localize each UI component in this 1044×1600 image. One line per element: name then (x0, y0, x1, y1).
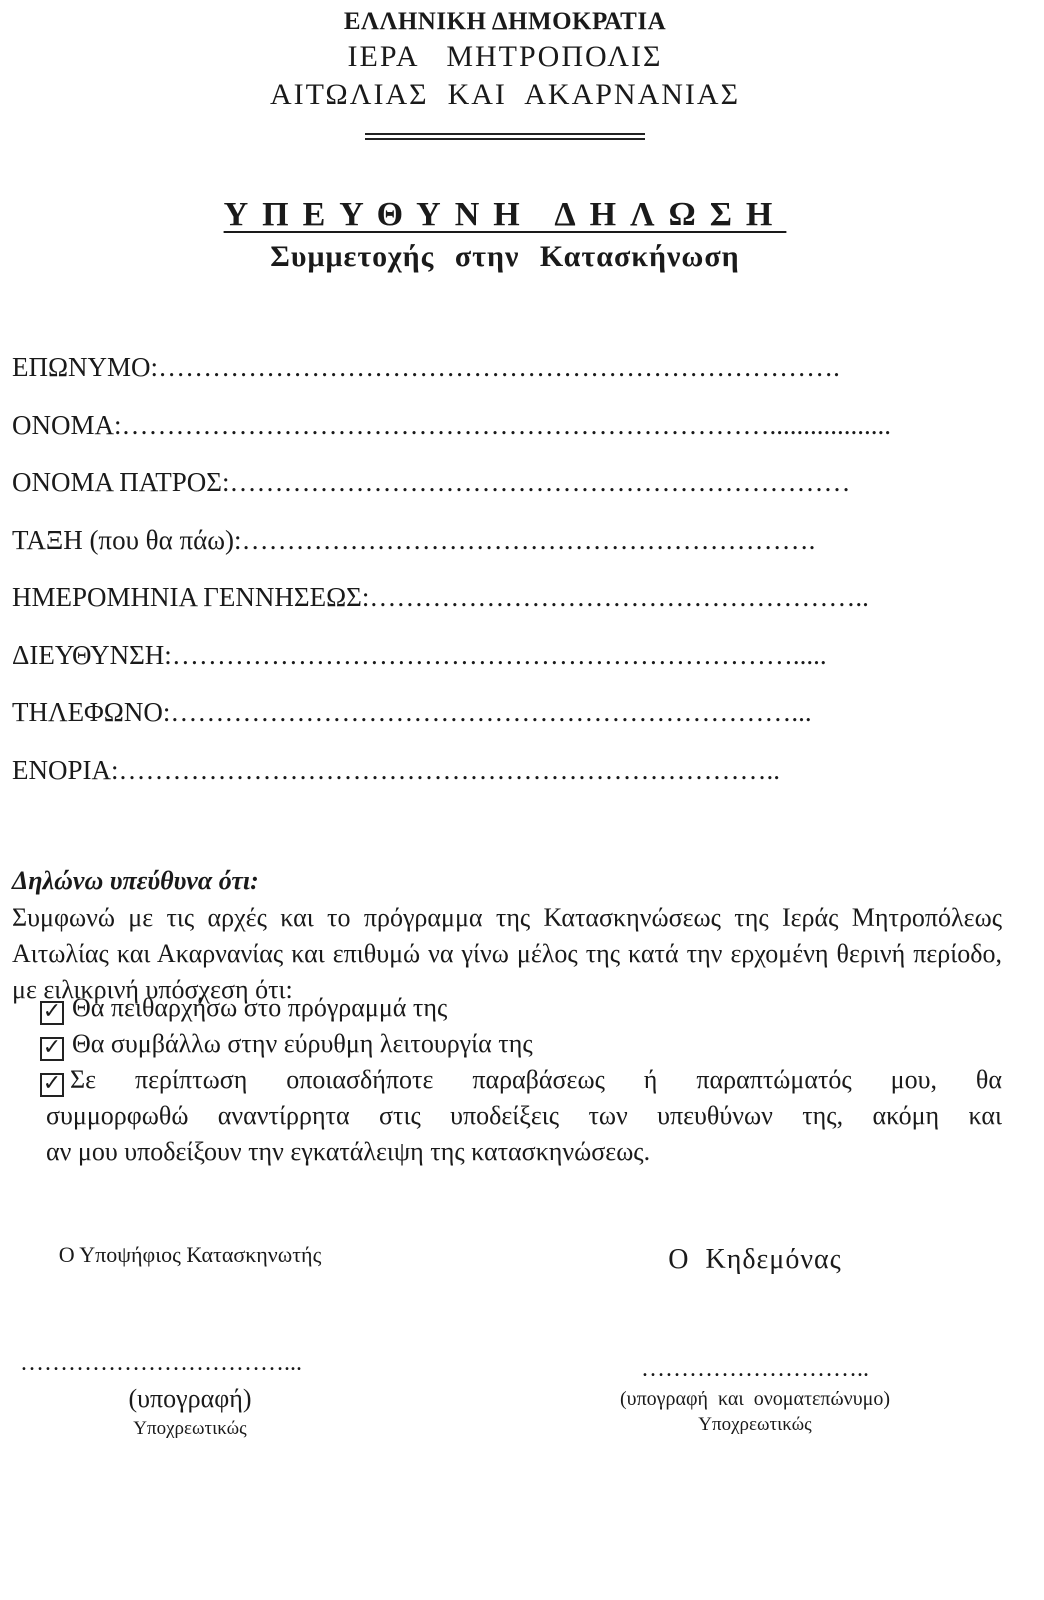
document-subtitle: Συμμετοχής στην Κατασκήνωση (270, 240, 740, 273)
declaration-body: Συμφωνώ με τις αρχές και το πρόγραμμα της Κατασκηνώσεως της Ιεράς Μητροπόλεως Αιτωλίας και Ακαρνανίας και επιθυμώ να γίνω μέλος της κατά την ερχομένη θερινή περίοδο, με ειλικρινή υπόσχεση ότι: (12, 903, 1002, 1004)
header-region: ΑΙΤΩΛΙΑΣ ΚΑΙ ΑΚΑΡΝΑΝΙΑΣ (269, 78, 741, 111)
field-dots: ……………………………………………….. (369, 582, 869, 612)
checklist-item-discipline (40, 990, 1002, 1026)
checklist-item-comply-continued: συμμορφωθώ αναντίρρητα στις υποδείξεις των υπευθύνων της, ακόμη και (46, 1101, 1002, 1130)
field-label: ΤΗΛΕΦΩΝΟ: (12, 697, 171, 727)
field-dots: ………………………………………………………. (241, 525, 816, 555)
signature-guardian-required: Υποχρεωτικώς (698, 1414, 812, 1435)
field-birth-date[interactable] (12, 582, 1002, 613)
signature-guardian-label: (υπογραφή και ονοματεπώνυμο) (620, 1388, 890, 1410)
checkbox-checked-icon[interactable]: ✓ (40, 1037, 64, 1061)
document-title (0, 196, 1010, 234)
signature-camper-title: Ο Υποψήφιος Κατασκηνωτής (58, 1242, 322, 1267)
field-grade[interactable] (12, 525, 1002, 556)
field-dots: ……………………………………………………………... (170, 697, 812, 727)
field-dots: ……………………………………………………………..... (171, 640, 827, 670)
field-address[interactable] (12, 640, 1002, 671)
field-dots: ……………………………………………………………….. (118, 755, 780, 785)
header-metropolis: ΙΕΡΑ ΜΗΤΡΟΠΟΛΙΣ (347, 40, 663, 73)
checklist-item-comply-end: αν μου υποδείξουν την εγκατάλειψη της κατασκηνώσεως. (46, 1137, 651, 1166)
checklist-item-comply-text: Σε περίπτωση οποιασδήποτε παραβάσεως ή παραπτώματός μου, θα (70, 1065, 1002, 1094)
field-dots: …………………………………………………………………. (158, 352, 840, 382)
field-label: ΟΝΟΜΑ: (12, 410, 122, 440)
checklist-item-text: Θα συμβάλλω στην εύρυθμη λειτουργία της (72, 1029, 533, 1058)
signature-camper-label: (υπογραφή) (128, 1384, 252, 1413)
field-label: ΗΜΕΡΟΜΗΝΙΑ ΓΕΝΝΗΣΕΩΣ: (12, 582, 370, 612)
checklist-item-contribute (40, 1026, 1002, 1062)
field-father-name[interactable] (12, 467, 1002, 498)
checklist-item-text: Θα πειθαρχήσω στο πρόγραμμά της (72, 993, 448, 1022)
checkbox-checked-icon[interactable]: ✓ (40, 1001, 64, 1025)
field-label: ΔΙΕΥΘΥΝΣΗ: (12, 640, 172, 670)
header-divider-bottom (365, 138, 645, 140)
field-phone[interactable] (12, 697, 1002, 728)
field-dots: ……………………………………………………………….................. (121, 410, 892, 440)
field-dots: …………………………………………………………… (229, 467, 851, 497)
signature-camper-required: Υποχρεωτικώς (133, 1418, 247, 1439)
checkbox-checked-icon[interactable]: ✓ (40, 1073, 64, 1097)
field-parish[interactable] (12, 755, 1002, 786)
field-label: ΕΝΟΡΙΑ: (12, 755, 119, 785)
field-label: ΕΠΩΝΥΜΟ: (12, 352, 159, 382)
declaration-heading: Δηλώνω υπεύθυνα ότι: (12, 866, 259, 895)
signature-camper-line[interactable]: ……………………………... (20, 1350, 302, 1376)
field-surname[interactable] (12, 352, 1002, 383)
field-label: ΟΝΟΜΑ ΠΑΤΡΟΣ: (12, 467, 230, 497)
checklist-item-comply-box (40, 1062, 70, 1098)
document-title-text: ΥΠΕΥΘΥΝΗ ΔΗΛΩΣΗ (223, 196, 787, 233)
header-country: ΕΛΛΗΝΙΚΗ ΔΗΜΟΚΡΑΤΙΑ (343, 8, 667, 35)
field-label: ΤΑΞΗ (που θα πάω): (12, 525, 242, 555)
field-first-name[interactable] (12, 410, 1002, 441)
header-divider-top (365, 133, 645, 135)
signature-guardian-line[interactable]: ……………………….. (641, 1356, 869, 1382)
signature-guardian-title: Ο Κηδεμόνας (668, 1244, 842, 1275)
